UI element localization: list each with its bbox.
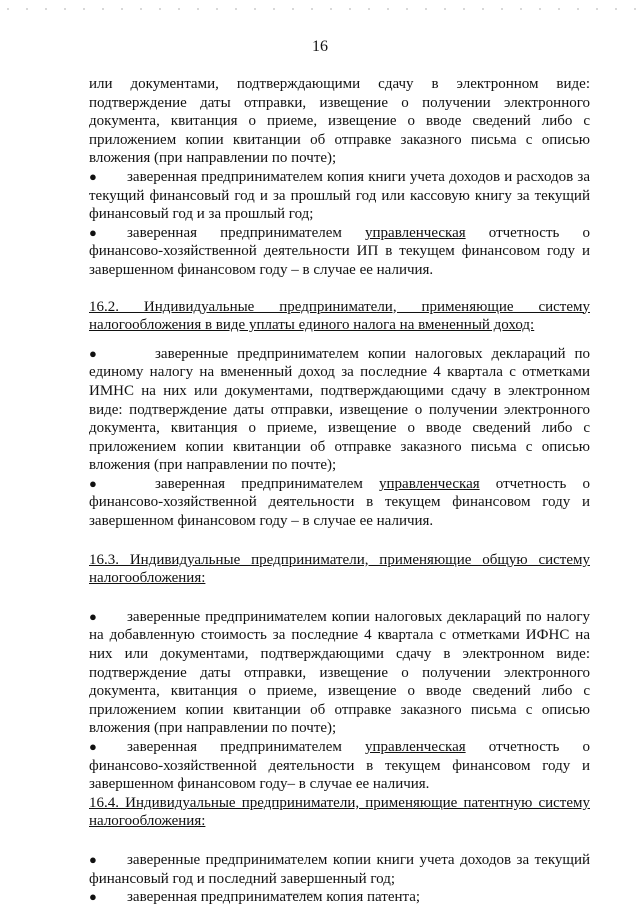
section-heading-cont: налогообложения: <box>89 813 206 830</box>
bullet-item: ● заверенные предпринимателем копии налоговых деклараций по единому налогу на вмененный доход за последние 4 квартала с отметками ИМНС на них или документами, подтверждающими сдачу в электронном виде: подтверждение даты отправки, извещение о получении электронного документа, квитанция о приеме, извещение о вводе сведений либо с приложением копии квитанции об отправке заказного письма с описью вложения (при направлении по почте); <box>89 345 590 474</box>
document-body <box>89 75 590 907</box>
paragraph: или документами, подтверждающими сдачу в электронном виде: подтверждение даты отправки, извещение о получении электронного документа, квитанция о приеме, извещение о вводе сведений либо с приложением копии квитанции об отправке заказного письма с описью вложения (при направлении по почте); <box>89 76 590 167</box>
section-heading: 16.3. Индивидуальные предприниматели, применяющие общую систему <box>89 551 590 568</box>
section-heading-cont: налогообложения: <box>89 570 206 587</box>
underlined-word: управленческая <box>365 739 466 755</box>
page-number: 16 <box>312 38 328 55</box>
bullet-item: ● заверенная предпринимателем управленческая отчетность о финансово-хозяйственной деятельности в текущем финансовом году и завершенном финансовом году– в случае ее наличия. <box>89 739 590 793</box>
bullet-icon: ● <box>89 168 97 184</box>
underlined-word: управленческая <box>379 475 480 492</box>
section-heading-cont: налогообложения в виде уплаты единого налога на вмененный доход: <box>89 317 535 334</box>
bullet-item: ● заверенные предпринимателем копии налоговых деклараций по налогу на добавленную стоимость за последние 4 квартала с отметками ИФНС на них или документами, подтверждающими сдачу в электронном виде: подтверждение даты отправки, извещение о получении электронного документа, квитанция о приеме, извещение о вводе сведений либо с приложением копии квитанции об отправке заказного письма с описью вложения (при направлении по почте); <box>89 608 590 737</box>
bullet-item: ● заверенные предпринимателем копии книги учета доходов за текущий финансовый год и последний завершенный год; <box>89 851 590 887</box>
bullet-item: ● заверенная предпринимателем управленческая отчетность о финансово-хозяйственной деятельности в текущем финансовом году и завершенном финансовом году – в случае ее наличия. <box>89 475 590 530</box>
bullet-icon: ● <box>89 739 97 754</box>
section-heading: 16.4. Индивидуальные предприниматели, применяющие патентную систему <box>89 794 590 811</box>
scan-artifact-top <box>0 8 640 10</box>
bullet-item: ● заверенная предпринимателем управленческая отчетность о финансово-хозяйственной деятельности ИП в текущем финансовом году и завершенном финансовом году – в случае ее наличия. <box>89 224 590 278</box>
section-heading: 16.2. Индивидуальные предприниматели, применяющие систему <box>89 298 590 315</box>
bullet-item: ● заверенная предпринимателем копия книги учета доходов и расходов за текущий финансовый год и за прошлый год или кассовую книгу за текущий финансовый год и за прошлый год; <box>89 168 590 223</box>
bullet-icon: ● <box>89 608 97 624</box>
bullet-icon: ● <box>89 889 97 905</box>
bullet-icon: ● <box>89 224 97 240</box>
bullet-item: ● заверенная предпринимателем копия патента; <box>89 889 421 906</box>
bullet-icon: ● <box>89 345 97 361</box>
bullet-icon: ● <box>89 475 97 491</box>
underlined-word: управленческая <box>365 224 466 241</box>
bullet-icon: ● <box>89 851 97 867</box>
